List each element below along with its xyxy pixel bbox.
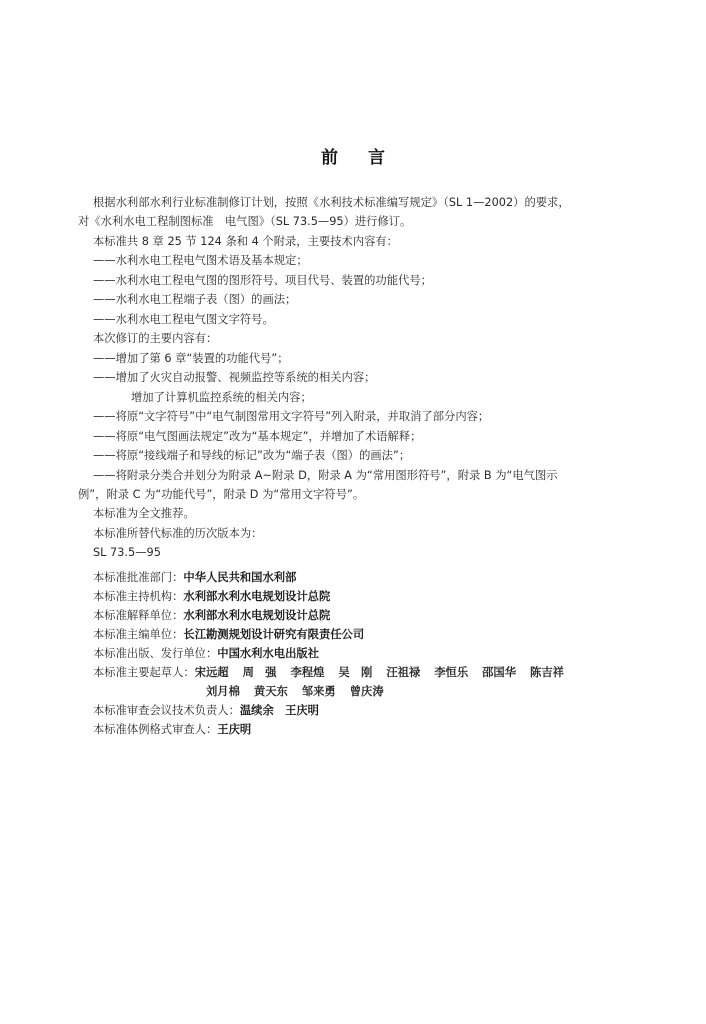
info-value: 水利部水利水电规划设计总院 (183, 590, 331, 603)
review-label: 本标准审查会议技术负责人： (93, 704, 240, 717)
drafter-name: 陈吉祥 (530, 666, 564, 679)
revision-item-4: ——将原“文字符号”中“电气制图常用文字符号”列入附录，并取消了部分内容； (93, 410, 490, 423)
history-intro: 本标准所替代标准的历次版本为： (93, 527, 263, 540)
drafter-name: 周 强 (242, 666, 277, 679)
info-label: 本标准主持机构： (93, 590, 184, 603)
drafter-name: 宋远超 (194, 666, 229, 679)
intro-line-2: 对《水利水电工程制图标准 电气图》（SL 73.5—95）进行修订。 (78, 215, 412, 228)
drafter-name: 李恒乐 (434, 666, 469, 679)
drafters-row-2 (206, 684, 398, 700)
revision-item-5: ——将原“电气图画法规定”改为“基本规定”，并增加了术语解释； (93, 430, 422, 443)
drafters-label: 本标准主要起草人： (93, 666, 195, 679)
info-label: 本标准解释单位： (93, 609, 184, 622)
revision-item-7-cont: 例”，附录 C 为“功能代号”，附录 D 为“常用文字符号”。 (78, 488, 365, 501)
drafter-name: 汪祖禄 (386, 666, 421, 679)
drafter-name: 李程煌 (290, 666, 325, 679)
content-item-2: ——水利水电工程电气图的图形符号、项目代号、装置的功能代号； (93, 274, 432, 287)
info-value: 水利部水利水电规划设计总院 (183, 609, 331, 622)
history-versions: SL 73.5—95 (93, 546, 161, 559)
review-leaders (93, 703, 319, 719)
review-value: 温续余 王庆明 (239, 704, 319, 717)
info-value: 中国水利水电出版社 (217, 647, 319, 660)
structure-line: 本标准共 8 章 25 节 124 条和 4 个附录，主要技术内容有： (93, 235, 398, 248)
content-item-3: ——水利水电工程端子表（图）的画法； (93, 293, 297, 306)
info-approval (93, 570, 296, 586)
info-chief-editor (93, 627, 364, 643)
revision-item-3: 增加了计算机监控系统的相关内容； (131, 391, 312, 404)
drafter-name: 曾庆涛 (349, 685, 384, 698)
drafter-name: 吴 刚 (338, 666, 373, 679)
page-title: 前言 (321, 148, 415, 168)
drafter-name: 邵国华 (482, 666, 517, 679)
content-item-1: ——水利水电工程电气图术语及基本规定； (93, 254, 308, 267)
revision-item-2: ——增加了火灾自动报警、视频监控等系统的相关内容； (93, 371, 376, 384)
format-label: 本标准体例格式审查人： (93, 723, 218, 736)
info-interpretation (93, 608, 330, 624)
recommend-line: 本标准为全文推荐。 (93, 507, 195, 520)
info-label: 本标准批准部门： (93, 571, 184, 584)
drafters-row-1 (93, 665, 578, 681)
info-host (93, 589, 330, 605)
content-item-4: ——水利水电工程电气图文字符号。 (93, 313, 274, 326)
revision-item-1: ——增加了第 6 章“装置的功能代号”； (93, 352, 289, 365)
info-label: 本标准出版、发行单位： (93, 647, 218, 660)
revision-intro: 本次修订的主要内容有： (93, 332, 218, 345)
info-value: 长江勘测规划设计研究有限责任公司 (183, 628, 365, 641)
format-reviewer (93, 722, 251, 738)
revision-item-7: ——将附录分类合并划分为附录 A~附录 D，附录 A 为“常用图形符号”，附录 B 为“电气图示 (93, 469, 558, 482)
drafter-name: 黄天东 (253, 685, 288, 698)
intro-line-1: 根据水利部水利行业标准制修订计划，按照《水利技术标准编写规定》（SL 1—2002）的要求， (93, 196, 570, 209)
info-label: 本标准主编单位： (93, 628, 184, 641)
drafter-name: 刘月棉 (206, 685, 240, 698)
info-publisher (93, 646, 319, 662)
drafter-name: 邹来勇 (301, 685, 336, 698)
format-value: 王庆明 (217, 723, 252, 736)
revision-item-6: ——将原“接线端子和导线的标记”改为“端子表（图）的画法”； (93, 449, 411, 462)
info-value: 中华人民共和国水利部 (183, 571, 297, 584)
